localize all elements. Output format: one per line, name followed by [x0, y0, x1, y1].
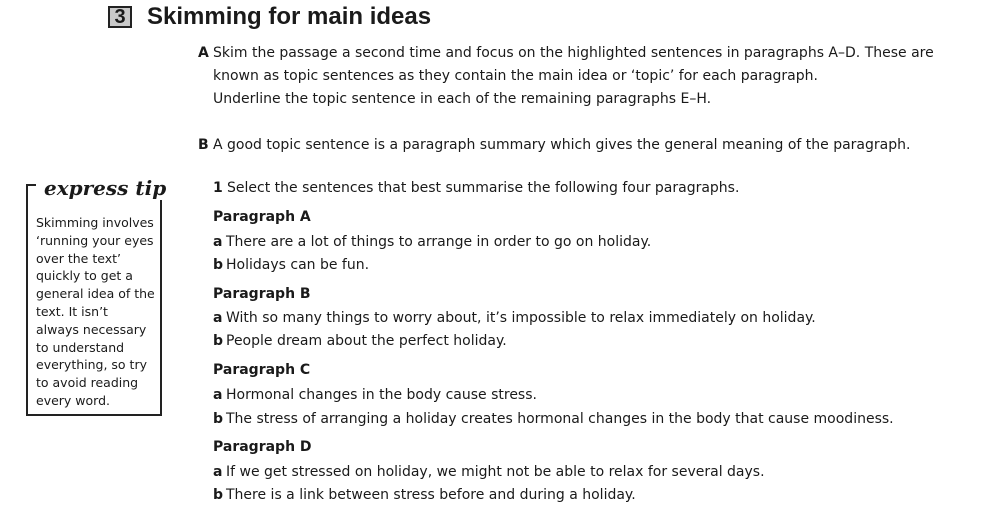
paragraph-a-heading: Paragraph A [213, 209, 311, 225]
paragraph-a-option-a-label: a [213, 234, 223, 250]
task-a-line-2: known as topic sentences as they contain the main idea or ‘topic’ for each paragraph. [213, 68, 818, 84]
paragraph-c-option-a-label: a [213, 387, 223, 403]
paragraph-d-option-a-text: If we get stressed on holiday, we might not be able to relax for several days. [226, 464, 765, 480]
paragraph-d-heading: Paragraph D [213, 439, 312, 455]
express-tip-line: ‘running your eyes [36, 232, 154, 248]
paragraph-b-heading: Paragraph B [213, 286, 311, 302]
question-1-text: Select the sentences that best summarise the following four paragraphs. [227, 180, 740, 196]
paragraph-d-option-a-label: a [213, 464, 223, 480]
paragraph-c-option-a-text: Hormonal changes in the body cause stress. [226, 387, 537, 403]
paragraph-b-option-a-text: With so many things to worry about, it’s impossible to relax immediately on holiday. [226, 310, 816, 326]
paragraph-c-heading: Paragraph C [213, 362, 311, 378]
paragraph-b-option-a-label: a [213, 310, 223, 326]
express-tip-line: quickly to get a [36, 268, 133, 284]
task-a-label: A [198, 45, 209, 61]
paragraph-a-option-b-text: Holidays can be fun. [226, 257, 370, 273]
paragraph-d-option-b-label: b [213, 487, 224, 503]
task-a-line-1: Skim the passage a second time and focus on the highlighted sentences in paragraphs A–D. These are [213, 45, 934, 61]
paragraph-a-option-a-text: There are a lot of things to arrange in order to go on holiday. [226, 234, 652, 250]
express-tip-line: always necessary [36, 321, 147, 337]
paragraph-b-option-b-label: b [213, 333, 224, 349]
paragraph-d-option-b-text: There is a link between stress before and during a holiday. [226, 487, 636, 503]
express-tip-line: general idea of the [36, 286, 155, 302]
task-b-label: B [198, 137, 209, 153]
express-tip-body [36, 214, 160, 410]
task-a-line-3: Underline the topic sentence in each of the remaining paragraphs E–H. [213, 91, 712, 107]
section-title: Skimming for main ideas [147, 3, 432, 30]
express-tip-line: Skimming involves [36, 215, 154, 230]
task-b-text: A good topic sentence is a paragraph summary which gives the general meaning of the paragraph. [213, 137, 911, 153]
paragraph-c-option-b-text: The stress of arranging a holiday creates hormonal changes in the body that cause moodiness. [226, 411, 894, 427]
paragraph-c-option-b-label: b [213, 411, 224, 427]
express-tip-line: text. It isn’t [36, 303, 108, 319]
express-tip-box [26, 176, 167, 416]
paragraph-a-option-b-label: b [213, 257, 224, 273]
express-tip-line: to avoid reading [36, 375, 139, 391]
paragraph-b-option-b-text: People dream about the perfect holiday. [226, 333, 507, 349]
express-tip-heading: express tip [44, 176, 167, 200]
express-tip-line: over the text’ [36, 250, 121, 266]
express-tip-line: everything, so try [36, 357, 147, 373]
section-number-badge: 3 [108, 6, 132, 28]
express-tip-line: to understand [36, 339, 125, 355]
question-1-number: 1 [213, 180, 223, 196]
express-tip-line: every word. [36, 392, 110, 408]
